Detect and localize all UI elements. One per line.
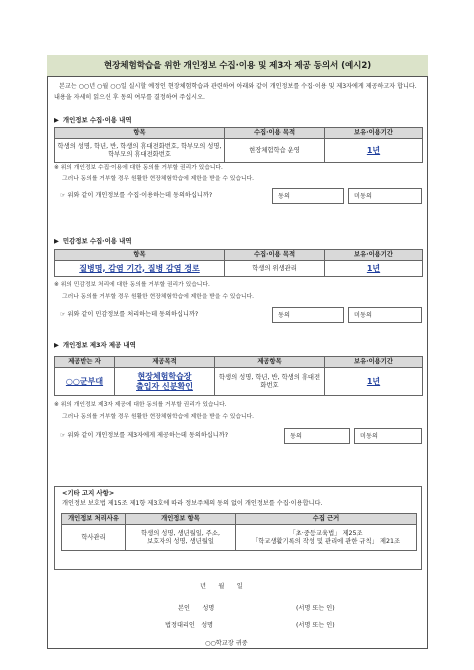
col-header: 개인정보 처리사유: [62, 514, 126, 525]
sign-guardian-signature[interactable]: (서명 또는 인): [296, 622, 335, 629]
sign-guardian-label: 법정대리인 성명: [165, 622, 214, 629]
col-header: 보유·이용기간: [325, 250, 423, 261]
other-notice-text: 개인정보 보호법 제15조 제1항 제3호에 따라 정보주체의 동의 없이 개인정보를 수집·이용합니다.: [62, 500, 323, 507]
section1-consent-row: [54, 188, 422, 204]
section2-note2: 그러나 동의를 거부할 경우 원활한 현장체험학습에 제한을 받을 수 있습니다.: [62, 294, 255, 300]
section1-note2: 그러나 동의를 거부할 경우 원활한 현장체험학습에 제한을 받을 수 있습니다.: [62, 176, 255, 182]
col-header: 제공목적: [115, 357, 215, 368]
other-notice-title: <기타 고지 사항>: [62, 489, 115, 497]
other-notice-box: [54, 486, 422, 570]
section1-agree-box[interactable]: 동의: [272, 188, 344, 204]
section2-agree-box[interactable]: 동의: [272, 307, 344, 323]
triangle-icon: ▶: [54, 341, 59, 349]
reason-cell: 학사관리: [62, 525, 126, 551]
col-header: 보유·이용기간: [325, 128, 423, 139]
section1-table: [54, 127, 423, 163]
col-header: 항목: [55, 128, 225, 139]
section1-question: ☞ 위와 같이 개인정보를 수집·이용하는데 동의하십니까?: [60, 192, 213, 199]
col-header: 개인정보 항목: [126, 514, 236, 525]
section1-heading: ▶ 개인정보 수집·이용 내역: [54, 116, 132, 124]
section2-note1: ※ 위의 민감정보 처리에 대한 동의를 거부할 권리가 있습니다.: [54, 282, 210, 288]
section3-note1: ※ 위의 개인정보 제3자 제공에 대한 동의를 거부할 권리가 있습니다.: [54, 402, 227, 408]
triangle-icon: ▶: [54, 237, 59, 245]
purpose-cell: 현장체험학습 운영: [225, 139, 325, 163]
col-header: 수집·이용 목적: [225, 250, 325, 261]
purpose-cell: 현장체험학습장 출입자 신분확인: [115, 368, 215, 396]
purpose-cell: 학생의 위생관리: [225, 261, 325, 277]
section3-note2: 그러나 동의를 거부할 경우 원활한 현장체험학습에 제한을 받을 수 있습니다.: [62, 414, 255, 420]
section1-note1: ※ 위의 개인정보 수집·이용에 대한 동의를 거부할 권리가 있습니다.: [54, 165, 223, 171]
item-cell: 질병명, 감염 기간, 질병 감염 경로: [55, 261, 225, 277]
section3-disagree-box[interactable]: 미동의: [354, 428, 422, 444]
section2-question: ☞ 위와 같이 민감정보를 처리하는데 동의하십니까?: [60, 311, 199, 318]
receiver-cell: ○○군부대: [55, 368, 115, 396]
addressee: ○○학교장 귀중: [205, 640, 248, 647]
section3-table: [54, 356, 423, 396]
col-header: 항목: [55, 250, 225, 261]
item-cell: 학생의 성명, 학년, 반, 학생의 휴대전화번호, 학부모의 성명, 학부모의 휴대전화번호: [55, 139, 225, 163]
section3-heading: ▶ 개인정보 제3자 제공 내역: [54, 341, 136, 349]
sign-date: 년 월 일: [200, 583, 243, 590]
intro-text: 본교는 ○○년 ○월 ○○일 실시할 예정인 현장체험학습과 관련하여 아래와 같이 개인정보를 수집·이용 및 제3자에게 제공하고자 합니다. 내용을 자세히 읽으신 후 동의 여부를 결정하여 주십시오.: [54, 83, 417, 101]
triangle-icon: ▶: [54, 116, 59, 124]
section3-agree-box[interactable]: 동의: [284, 428, 350, 444]
sign-person-label: 본인 성명: [178, 605, 215, 612]
sign-person-signature[interactable]: (서명 또는 인): [296, 605, 335, 612]
col-header: 수집·이용 목적: [225, 128, 325, 139]
period-cell: 1년: [325, 368, 423, 396]
col-header: 수집 근거: [236, 514, 417, 525]
period-cell: 1년: [325, 139, 423, 163]
col-header: 보유·이용기간: [325, 357, 423, 368]
section2-table: [54, 249, 423, 277]
section3-question: ☞ 위와 같이 개인정보를 제3자에게 제공하는데 동의하십니까?: [60, 432, 229, 439]
basis-cell: 「초·중등교육법」 제25조 「학교생활기록의 작성 및 관리에 관한 규칙」 제21조: [236, 525, 417, 551]
col-header: 제공항목: [215, 357, 325, 368]
section1-disagree-box[interactable]: 미동의: [348, 188, 422, 204]
col-header: 제공받는 자: [55, 357, 115, 368]
item-cell: 학생의 성명, 생년월일, 주소, 보호자의 성명, 생년월일: [126, 525, 236, 551]
section2-consent-row: [54, 307, 422, 323]
section2-heading: ▶ 민감정보 수집·이용 내역: [54, 237, 132, 245]
item-cell: 학생의 성명, 학년, 반, 학생의 휴대전화번호: [215, 368, 325, 396]
other-notice-table: [61, 513, 417, 551]
section3-consent-row: [54, 428, 422, 444]
period-cell: 1년: [325, 261, 423, 277]
section2-disagree-box[interactable]: 미동의: [348, 307, 422, 323]
form-title: 현장체험학습을 위한 개인정보 수집·이용 및 제3자 제공 동의서 (예시2): [47, 55, 428, 77]
